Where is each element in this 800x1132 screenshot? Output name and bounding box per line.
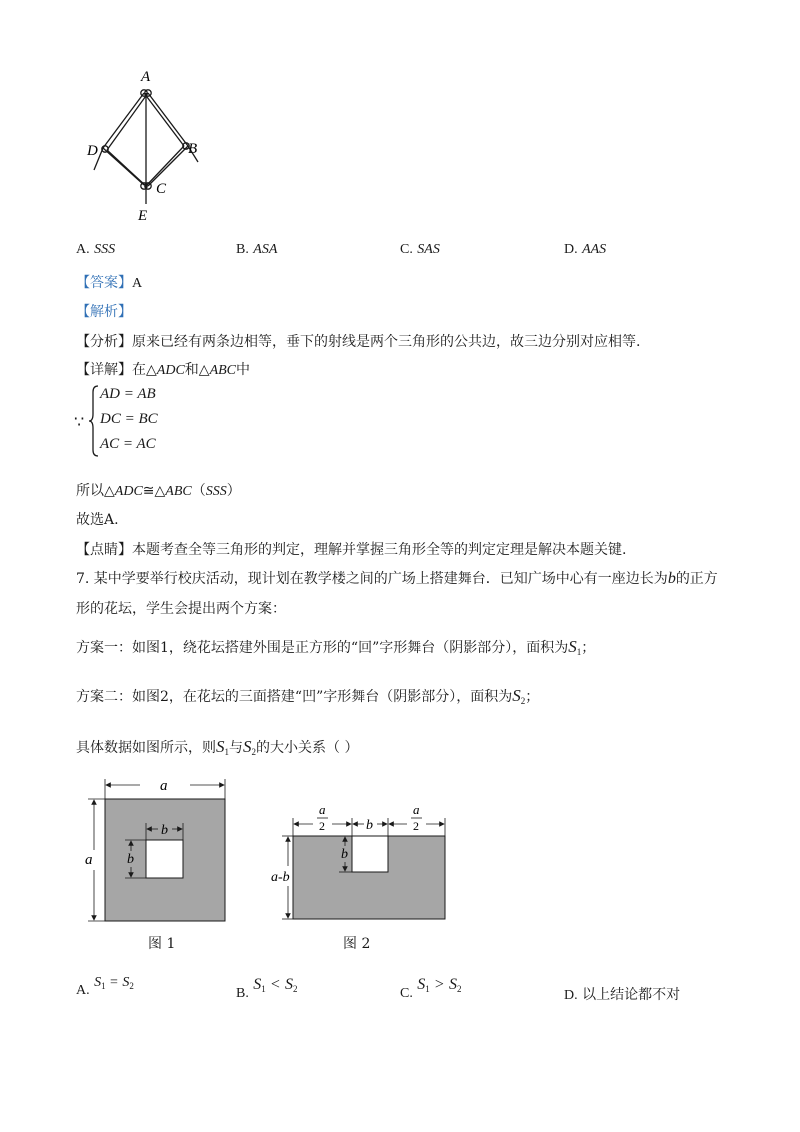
label-B: B: [188, 141, 198, 157]
fig1-label-b-left: b: [127, 852, 134, 867]
fig2-shape: [293, 836, 445, 919]
q7-option-c: C. $S_1 > S_2$: [400, 976, 462, 1001]
q7-ask: 具体数据如图所示，则$S_1$与$S_2$的大小关系（ ）: [76, 737, 359, 757]
comment-line: 【点睛】本题考查全等三角形的判定，理解并掌握三角形全等的判定定理是解决本题关键.: [76, 542, 627, 558]
q7-line-1: 7. 某中学要举行校庆活动，现计划在教学楼之间的广场上搭建舞台．已知广场中心有一座边长为b的正方: [76, 570, 718, 587]
label-C: C: [156, 181, 167, 197]
q6-option-d: D. AAS: [564, 242, 607, 257]
explain-tag: 【解析】: [76, 304, 132, 320]
figure-2: [268, 800, 453, 925]
q6-option-c: C. SAS: [400, 242, 440, 257]
equation-1: AD = AB: [100, 386, 156, 402]
fig1-label-b-top: b: [161, 823, 168, 838]
fig2-caption: 图 2: [343, 936, 371, 952]
label-D: D: [87, 143, 98, 159]
fig1-caption: 图 1: [148, 936, 176, 952]
equation-2: DC = BC: [100, 411, 158, 427]
fig1-label-a-top: a: [160, 778, 168, 794]
because-symbol: ∵: [74, 412, 85, 431]
fig2-frac1-num: a: [319, 802, 326, 817]
choose-line: 故选A.: [76, 512, 119, 528]
fig2-label-b-left: b: [341, 847, 348, 862]
conclusion-line: 所以△ADC≅△ABC（SSS）: [76, 483, 241, 499]
q6-option-a: A. SSS: [76, 242, 116, 257]
q7-plan-2: 方案二：如图2，在花坛的三面搭建“凹”字形舞台（阴影部分），面积为$S_2$；: [76, 686, 540, 706]
detail-line: 【详解】在△ADC和△ABC中: [76, 362, 251, 378]
fig2-frac1-den: 2: [319, 819, 325, 833]
fig2-frac2-num: a: [413, 802, 420, 817]
fig2-label-b-top: b: [366, 818, 373, 833]
q7-option-b: B. $S_1 < S_2$: [236, 976, 298, 1001]
q7-option-a: A. $S_1 = S_2$: [76, 975, 134, 998]
label-E: E: [138, 208, 148, 224]
fig2-label-amb: a-b: [271, 870, 290, 885]
kite-figure: [80, 62, 210, 227]
answer-line: 【答案】A: [76, 275, 143, 291]
q7-option-d: D. 以上结论都不对: [564, 987, 681, 1003]
q7-line-2: 形的花坛，学生会提出两个方案：: [76, 601, 286, 617]
explain-line: [76, 301, 132, 321]
fig1-inner-square: [146, 840, 183, 878]
label-A: A: [141, 69, 151, 85]
answer-tag: 【答案】: [76, 275, 132, 291]
fig2-frac2-den: 2: [413, 819, 419, 833]
q7-plan-1: 方案一：如图1，绕花坛搭建外围是正方形的“回”字形舞台（阴影部分），面积为$S_1$；: [76, 637, 596, 657]
q6-option-b: B. ASA: [236, 242, 278, 257]
equation-3: AC = AC: [100, 436, 156, 452]
figure-1: [80, 775, 240, 925]
analysis-line: 【分析】原来已经有两条边相等，垂下的射线是两个三角形的公共边，故三边分别对应相等.: [76, 334, 641, 350]
fig1-label-a-left: a: [85, 852, 93, 868]
brace-icon: [88, 384, 100, 458]
